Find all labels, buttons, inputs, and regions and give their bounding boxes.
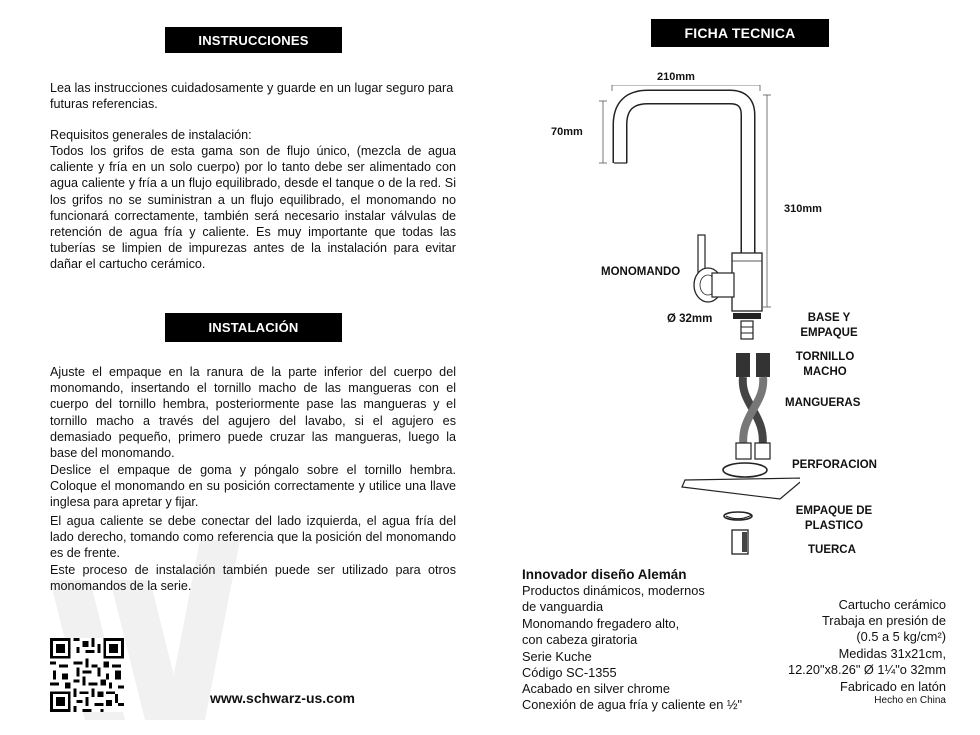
label-base-empaque: BASE Y EMPAQUE (800, 312, 858, 339)
requirements-paragraph: Todos los grifos de esta gama son de flujo único, (mezcla de agua caliente y fría en un solo cuerpo) por lo tanto debe ser alimentado con agua caliente y fría a un flujo equilibrado, desde el tanque o de la red. Si los grifos no se suministran a un flujo equilibrado, el monomando no funcionará correctamente, también será necesario instalar válvulas de retención de agua fría y caliente. Es muy importante que todas las tuberías se limpien de impurezas antes de la instalación para evitar dañar el cartucho cerámico. (50, 144, 456, 272)
product-line: de vanguardia (522, 599, 604, 614)
requirements-title: Requisitos generales de instalación: (50, 128, 252, 142)
product-line: con cabeza giratoria (522, 632, 638, 647)
spec-line: Medidas 31x21cm, (838, 646, 946, 661)
label-monomando: MONOMANDO (601, 266, 681, 278)
ficha-tecnica-header: FICHA TECNICA (651, 19, 829, 47)
label-mangueras: MANGUERAS (785, 397, 861, 409)
instrucciones-header: INSTRUCCIONES (165, 27, 342, 53)
faucet-exploded-diagram (590, 85, 800, 575)
installation-step-2: Deslice el empaque de goma y póngalo sobre el tornillo hembra. Coloque el monomando en su posición correctamente y utilice una llave inglesa para apretar y fijar. (50, 463, 456, 510)
website-link[interactable]: www.schwarz-us.com (210, 690, 355, 706)
product-line: Conexión de agua fría y caliente en ½" (522, 697, 743, 712)
product-title: Innovador diseño Alemán (522, 567, 687, 582)
product-line: Monomando fregadero alto, (522, 616, 680, 631)
label-tuerca: TUERCA (808, 544, 856, 556)
label-empaque-plastico: EMPAQUE DE PLASTICO (795, 505, 873, 532)
width-dimension-label: 210mm (657, 71, 695, 83)
product-line: Productos dinámicos, modernos (522, 583, 705, 598)
spec-line: (0.5 a 5 kg/cm²) (856, 629, 946, 644)
label-perforacion: PERFORACION (792, 459, 877, 471)
product-line: Código SC-1355 (522, 665, 617, 680)
instalacion-header: INSTALACIÓN (165, 313, 342, 342)
height-dimension-label: 310mm (784, 203, 822, 215)
installation-step-1: Ajuste el empaque en la ranura de la parte inferior del cuerpo del monomando, insertando el tornillo macho de las mangueras con el cuerpo del tornillo hembra, posteriormente pase las mangueras y el tornillo macho a través del agujero del lavabo, si el agujero es demasiado pequeño, primero puede cruzar las mangueras, luego la base del monomando. (50, 365, 456, 461)
made-in-label: Hecho en China (874, 695, 946, 706)
product-line: Acabado en silver chrome (522, 681, 670, 696)
spec-line: Fabricado en latón (840, 679, 946, 694)
spec-line: 12.20"x8.26" Ø 1¼"o 32mm (787, 662, 946, 677)
label-tornillo-macho: TORNILLO MACHO (795, 351, 855, 378)
label-diameter: Ø 32mm (667, 313, 713, 325)
intro-paragraph: Lea las instrucciones cuidadosamente y guarde en un lugar seguro para futuras referencias. (50, 81, 454, 112)
spout-dimension-label: 70mm (551, 126, 583, 138)
installation-step-4: Este proceso de instalación también puede ser utilizado para otros monomandos de la serie. (50, 563, 456, 594)
spec-line: Cartucho cerámico (838, 597, 946, 612)
installation-step-3: El agua caliente se debe conectar del lado izquierda, el agua fría del lado derecho, tomando como referencia que la posición del monomando es de frente. (50, 514, 456, 561)
spec-line: Trabaja en presión de (821, 613, 946, 628)
product-line: Serie Kuche (522, 649, 592, 664)
qr-code (50, 638, 124, 712)
